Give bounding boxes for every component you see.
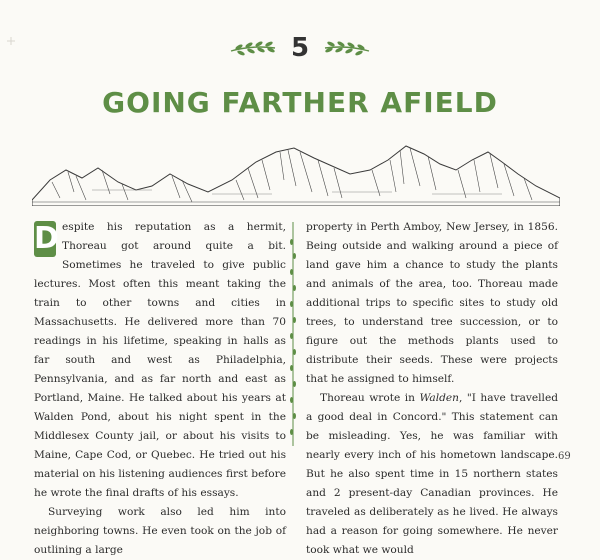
mountain-range-illustration: [32, 140, 560, 206]
laurel-right-icon: [323, 39, 371, 57]
chapter-title: GOING FARTHER AFIELD: [102, 86, 498, 119]
page-number: 69: [558, 451, 571, 462]
left-column: [34, 218, 286, 560]
paragraph: property in Perth Amboy, New Jersey, in 1856. Being outside and walking around a piece of land gave him a chance to study the plants and animals of the area, too. Thoreau made additional trips to specific sites to study old trees, to understand tree succession, or to figure out the methods plants used to distribute their seeds. These were projects that he assigned to himself.: [306, 221, 558, 385]
laurel-left-icon: [229, 39, 277, 57]
paragraph-text: , "I have travelled a good deal in Concord." This statement can be misleading. Yes, he was familiar with nearly every inch of his hometown landscape. But he also spent time in 15 northern states and 2 present-day Canadian provinces. He traveled as deliberately as he lived. He always had a reason for going somewhere. He never took what we would: [306, 392, 558, 556]
right-column: [306, 218, 558, 560]
column-divider-vine: [290, 222, 296, 446]
paragraph: Surveying work also led him into neighboring towns. He even took on the job of outlining a large: [34, 506, 286, 556]
book-title: Walden: [419, 392, 459, 404]
paragraph-text: Thoreau wrote in: [320, 392, 420, 404]
chapter-heading: [0, 30, 600, 66]
paragraph: [306, 389, 558, 560]
paragraph: [34, 218, 286, 503]
paragraph-text: espite his reputation as a hermit, Thoreau got around quite a bit. Sometimes he traveled to give public lectures. Most often this meant taking the train to other towns and cities in Massachusetts. He delivered more than 70 readings in his lifetime, speaking in halls as far south and west as Philadelphia, Pennsylvania, and as far north and east as Portland, Maine. He talked about his years at Walden Pond, about his night spent in the Middlesex County jail, or about his visits to Maine, Cape Cod, or Quebec. He tried out his material on his listening audiences first before he wrote the final drafts of his essays.: [34, 221, 286, 499]
chapter-number: 5: [290, 33, 310, 63]
drop-cap: D: [34, 221, 59, 256]
